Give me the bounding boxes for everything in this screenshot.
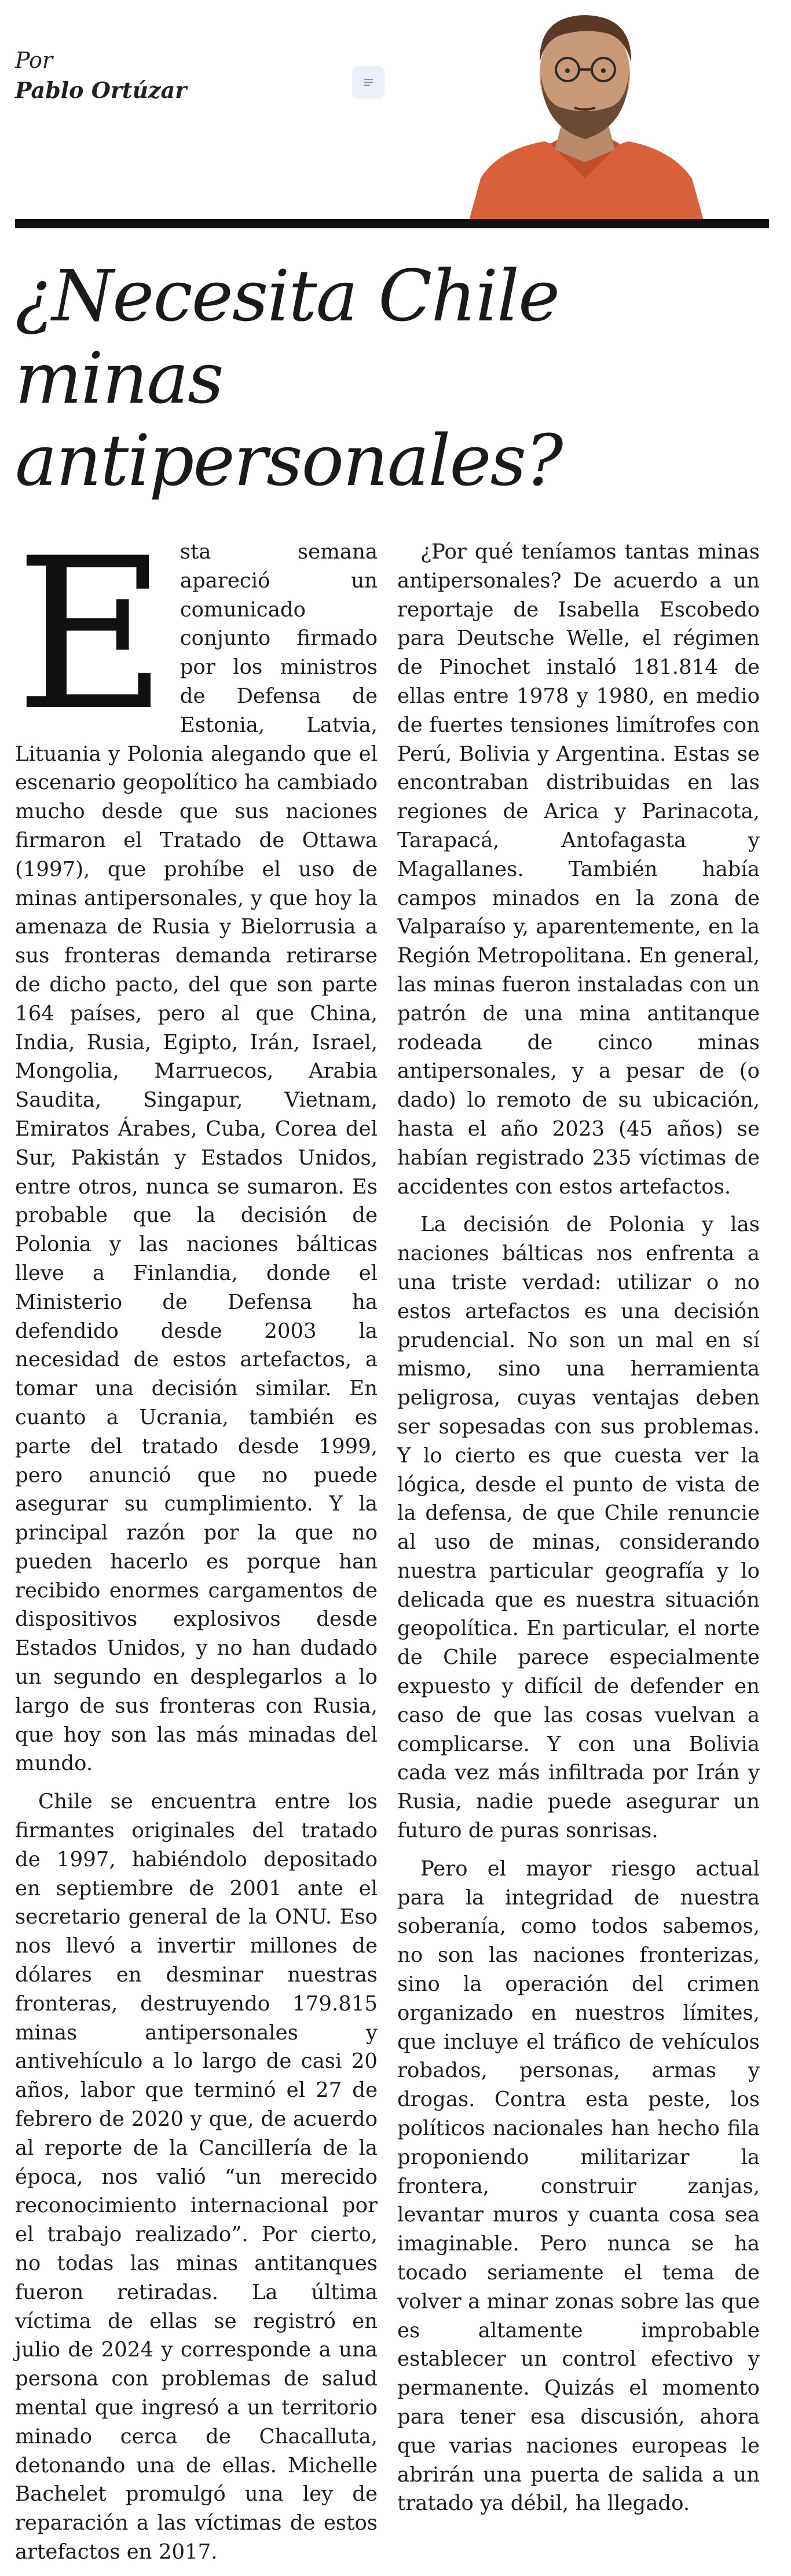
header-rule [15,219,769,228]
article-paragraph: ¿Por qué teníamos tantas minas antipersonales? De acuerdo a un reportaje de Isabella Escobedo para Deutsche Welle, el régimen de Pinochet instaló 181.814 de ellas entre 1978 y 1980, en medio de fuertes tensiones limítrofes con Perú, Bolivia y Argentina. Estas se encontraban distribuidas en las regiones de Arica y Parinacota, Tarapacá, Antofagasta y Magallanes. También había campos minados en la zona de Valparaíso y, aparentemente, en la Región Metropolitana. En general, las minas fueron instaladas con un patrón de una mina antitanque rodeada de cinco minas antipersonales, y a pesar de (o dado) lo remoto de su ubicación, hasta el año 2023 (45 años) se habían registrado 235 víctimas de accidentes con estos artefactos. [397,540,760,1199]
menu-button[interactable] [352,66,384,98]
article-paragraph: La decisión de Polonia y las naciones bálticas nos enfrenta a una triste verdad: utilizar o no estos artefactos es una decisión prudencial. No son un mal en sí mismo, sino una herramienta peligrosa, cuyas ventajas deben ser sopesadas con sus problemas. Y lo cierto es que cuesta ver la lógica, desde el punto de vista de la defensa, de que Chile renuncie al uso de minas, considerando nuestra particular geografía y lo delicada que es nuestra situación geopolítica. En particular, el norte de Chile parece especialmente expuesto y difícil de defender en caso de que las cosas vuelvan a complicarse. Y con una Bolivia cada vez más infiltrada por Irán y Rusia, nadie puede asegurar un futuro de puras sonrisas. [397,1213,760,1843]
article-column-2 [397,538,760,2527]
article-column-1 [15,513,378,2576]
drop-cap: E [15,513,167,756]
byline-prefix: Por [15,48,53,73]
article-paragraph [15,513,378,1778]
author-name: Pablo Ortúzar [15,77,187,103]
menu-lines-icon [362,76,375,89]
paragraph-text: sta semana apareció un comunicado conjunto firmado por los ministros de Defensa de Estonia, Latvia, Lituania y Polonia alegando que el escenario geopolítico ha cambiado mucho desde que sus naciones firmaron el Tratado de Ottawa (1997), que prohíbe el uso de minas antipersonales, y que hoy la amenaza de Rusia y Bielorrusia a sus fronteras demanda retirarse de dicho pacto, del que son parte 164 países, pero al que China, India, Rusia, Egipto, Irán, Israel, Mongolia, Marruecos, Arabia Saudita, Singapur, Vietnam, Emiratos Árabes, Cuba, Corea del Sur, Pakistán y Estados Unidos, entre otros, nunca se sumaron. Es probable que la decisión de Polonia y las naciones bálticas lleve a Finlandia, donde el Ministerio de Defensa ha defendido desde 2003 la necesidad de estos artefactos, a tomar una decisión similar. En cuanto a Ucrania, también es parte del tratado desde 1999, pero anunció que no puede asegurar su cumplimiento. Y la principal razón por la que no pueden hacerlo es porque han recibido enormes cargamentos de dispositivos explosivos desde Estados Unidos, y no han dudado un segundo en desplegarlos a lo largo de sus fronteras con Rusia, que hoy son las más minadas del mundo. [15,540,378,1776]
author-portrait [463,5,708,220]
article-paragraph: Chile se encuentra entre los firmantes originales del tratado de 1997, habiéndolo depositado en septiembre de 2001 ante el secretario general de la ONU. Eso nos llevó a invertir millones de dólares en desminar nuestras fronteras, destruyendo 179.815 minas antipersonales y antivehículo a lo largo de casi 20 años, labor que terminó el 27 de febrero de 2020 y que, de acuerdo al reporte de la Cancillería de la época, nos valió “un merecido reconocimiento internacional por el trabajo realizado”. Por cierto, no todas las minas antitanques fueron retiradas. La última víctima de ellas se registró en julio de 2024 y corresponde a una persona con problemas de salud mental que ingresó a un territorio minado cerca de Chacalluta, detonando una de ellas. Michelle Bachelet promulgó una ley de reparación a las víctimas de estos artefactos en 2017. [15,1790,378,2564]
article-paragraph: Pero el mayor riesgo actual para la integridad de nuestra soberanía, como todos sabemos, no son las naciones fronterizas, sino la operación del crimen organizado en nuestros límites, que incluye el tráfico de vehículos robados, personas, armas y drogas. Contra esta peste, los políticos nacionales han hecho fila proponiendo militarizar la frontera, construir zanjas, levantar muros y cuanta cosa sea imaginable. Pero nunca se ha tocado seriamente el tema de volver a minar zonas sobre las que es altamente improbable establecer un control efectivo y permanente. Quizás el momento para tener esa discusión, ahora que varias naciones europeas le abrirán una puerta de salida a un tratado ya débil, ha llegado. [397,1856,760,2516]
article-headline: ¿Necesita Chile minas antipersonales? [15,255,562,502]
byline [15,45,186,105]
